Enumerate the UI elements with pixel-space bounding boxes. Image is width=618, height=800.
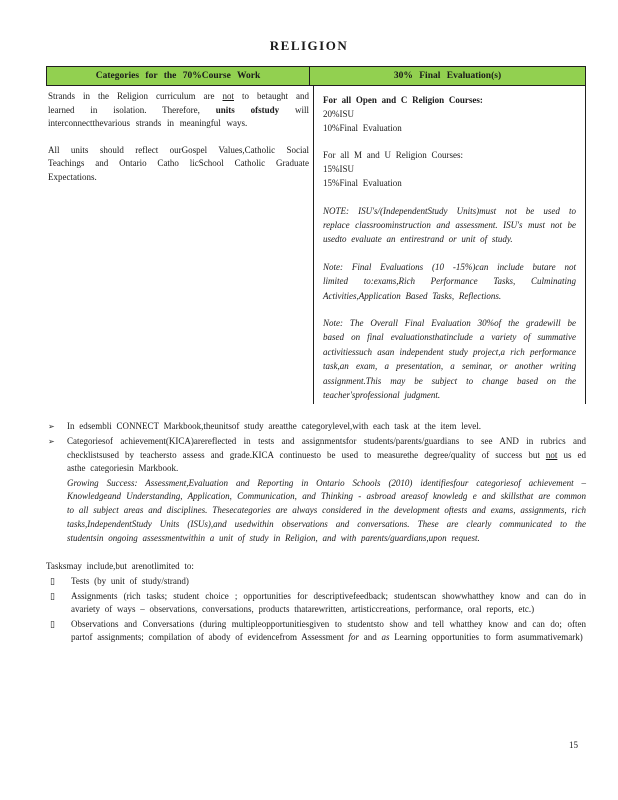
- course-work-cell: [46, 86, 313, 404]
- tasks-section: [46, 560, 586, 645]
- kica-categories-bullet: Categoriesof achievement(KICA)arereflected in tests and assignmentsfor students/parents/guardians to see AND in rubrics and checklistsused by teachersto assess and grade.KICA continuesto be used to measurethe degree/quality of success but not us ed asthe categoriesin Markbook.: [67, 436, 586, 473]
- page-title: RELIGION: [269, 38, 349, 53]
- bold-units-of-study: units ofstudy: [215, 104, 280, 115]
- checkbox-bullet-icon: ▯: [50, 591, 55, 602]
- open-courses-heading: For all Open and C Religion Courses:: [323, 95, 483, 105]
- gospel-values-paragraph: All units should reflect ourGospel Values,Catholic Social Teachings and Ontario Catho licSchool Catholic Graduate Expectations.: [48, 144, 309, 182]
- arrow-bullet-icon: ➢: [48, 437, 55, 446]
- mu-courses-heading: For all M and U Religion Courses:: [323, 149, 463, 160]
- spacer: [323, 247, 576, 260]
- underlined-not: not: [222, 91, 234, 101]
- checkbox-bullet-icon: ▯: [50, 619, 55, 630]
- table-header-final-evaluation: 30% Final Evaluation(s): [310, 66, 586, 86]
- open-isu-line: 20%ISU: [323, 108, 354, 119]
- spacer: [323, 191, 576, 204]
- italic-for: for: [348, 632, 359, 643]
- list-item: [46, 575, 586, 589]
- tasks-intro-line: Tasksmay include,but arenotlimited to:: [46, 561, 194, 572]
- growing-success-paragraph: Growing Success: Assessment,Evaluation and Reporting in Ontario Schools (2010) identifiesfour categoriesof achievement – Knowledgeand Understanding, Application, Communication, and Thinking - asbroad areasof knowledg e and skillsthat are common to all subject areas and disciplines. Thesecategories are always considered in the development oftests and exams, assignments, rich tasks,IndependentStudy Units (ISUs),and usedwithin observations and conversations. These are clearly communicated to the studentsin ongoing assessmentwithin a unit of study in Religion, and with parents/guardians,upon request.: [67, 477, 586, 544]
- checkbox-bullet-icon: ▯: [50, 576, 55, 587]
- assignments-task: Assignments (rich tasks; student choice ; opportunities for descriptivefeedback; studentscan showwhatthey know and can do in avariety of ways – observations, conversations, products thatarewritten, artisticcreations, performance, oral reports, etc.): [71, 590, 586, 615]
- list-item: [48, 435, 586, 476]
- tests-task: Tests (by unit of study/strand): [71, 575, 189, 586]
- underlined-not: not: [545, 449, 558, 460]
- note-overall-final-evaluation: Note: The Overall Final Evaluation 30%of the gradewill be based on final evaluationsthatinclude a variety of summative activitiessuch asan independent study project,a rich performance task,an exam, a presentation, a seminar, or another writing assignment.This may be subject to change based on the teacher'sprofessional judgment.: [323, 317, 576, 400]
- list-item: [46, 618, 586, 645]
- italic-as: as: [381, 632, 390, 643]
- table-header-course-work: Categories for the 70%Course Work: [46, 66, 310, 86]
- list-item: [46, 590, 586, 617]
- mu-final-line: 15%Final Evaluation: [323, 177, 402, 188]
- strands-paragraph: Strands in the Religion curriculum are not to betaught and learned in isolation. Therefore, units ofstudy will interconnectthevarious strands in meaningful ways.: [48, 91, 309, 128]
- table-body-row: [46, 86, 586, 404]
- observations-task: Observations and Conversations (during multipleopportunitiesgiven to studentsto show and tell whatthey know and can do; often partof assignments; compilation of abody of evidencefrom Assessment for and as Learning opportunities to form asummativemark): [71, 618, 586, 643]
- list-item: [48, 420, 586, 434]
- markbook-units-bullet: In edsembli CONNECT Markbook,theunitsof study areatthe categorylevel,with each task at the item level.: [67, 421, 481, 431]
- note-final-evaluations: Note: Final Evaluations (10 -15%)can include butare not limited to:exams,Rich Performance Tasks, Culminating Activities,Application Based Tasks, Reflections.: [323, 261, 576, 301]
- arrow-bullet-icon: ➢: [48, 422, 55, 431]
- markbook-bullet-list: [48, 420, 586, 546]
- table-header-row: [46, 66, 586, 86]
- mu-isu-line: 15%ISU: [323, 163, 354, 174]
- page-number: 15: [569, 740, 578, 750]
- note-isu: NOTE: ISU's/(IndependentStudy Units)must not be used to replace classroominstruction and assessment. ISU's must not be usedto evaluate an entirestrand or unit of study.: [323, 205, 576, 245]
- evaluation-table: [46, 66, 586, 404]
- spacer: [323, 303, 576, 316]
- spacer: [323, 136, 576, 149]
- open-final-line: 10%Final Evaluation: [323, 122, 402, 133]
- final-evaluation-cell: [313, 86, 586, 404]
